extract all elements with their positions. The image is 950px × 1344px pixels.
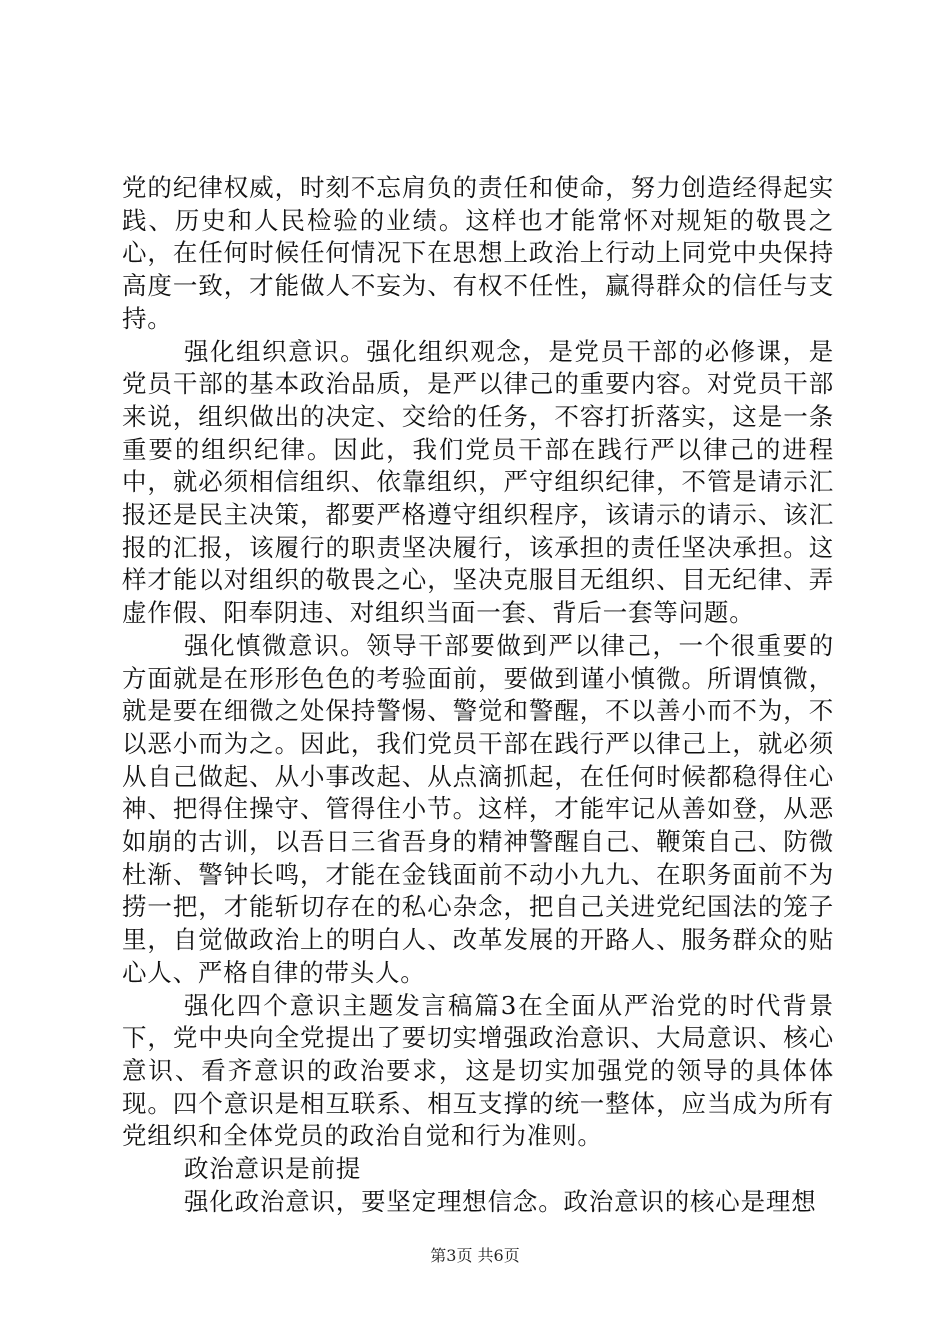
page-number-footer: 第3页 共6页 [430, 1246, 520, 1265]
paragraph-1: 党的纪律权威，时刻不忘肩负的责任和使命，努力创造经得起实践、历史和人民检验的业绩。这样也才能常怀对规矩的敬畏之心，在任何时候任何情况下在思想上政治上行动上同党中央保持高度一致，才能做人不妄为、有权不任性，赢得群众的信任与支持。 [122, 173, 834, 333]
paragraph-4: 强化四个意识主题发言稿篇3在全面从严治党的时代背景下，党中央向全党提出了要切实增强政治意识、大局意识、核心意识、看齐意识的政治要求，这是切实加强党的领导的具体体现。四个意识是相互联系、相互支撑的统一整体，应当成为所有党组织和全体党员的政治自觉和行为准则。 [122, 990, 834, 1151]
paragraph-3: 强化慎微意识。领导干部要做到严以律己，一个很重要的方面就是在形形色色的考验面前，要做到谨小慎微。所谓慎微，就是要在细微之处保持警惕、警觉和警醒，不以善小而不为，不以恶小而为之。因此，我们党员干部在践行严以律己上，就必须从自己做起、从小事改起、从点滴抓起，在任何时候都稳得住心神、把得住操守、管得住小节。这样，才能牢记从善如登，从恶如崩的古训，以吾日三省吾身的精神警醒自己、鞭策自己、防微杜渐、警钟长鸣，才能在金钱面前不动小九九、在职务面前不为捞一把，才能斩切存在的私心杂念，把自己关进党纪国法的笼子里，自觉做政治上的明白人、改革发展的开路人、服务群众的贴心人、严格自律的带头人。 [122, 630, 834, 987]
section-heading: 政治意识是前提 [184, 1154, 362, 1184]
paragraph-2: 强化组织意识。强化组织观念，是党员干部的必修课，是党员干部的基本政治品质，是严以律己的重要内容。对党员干部来说，组织做出的决定、交给的任务，不容打折落实，这是一条重要的组织纪律。因此，我们党员干部在践行严以律己的进程中，就必须相信组织、依靠组织，严守组织纪律，不管是请示汇报还是民主决策，都要严格遵守组织程序，该请示的请示、该汇报的汇报，该履行的职责坚决履行，该承担的责任坚决承担。这样才能以对组织的敬畏之心，坚决克服目无组织、目无纪律、弄虚作假、阳奉阴违、对组织当面一套、背后一套等问题。 [122, 336, 834, 628]
paragraph-5: 强化政治意识，要坚定理想信念。政治意识的核心是理想 [184, 1186, 817, 1216]
body-text [122, 172, 834, 1219]
